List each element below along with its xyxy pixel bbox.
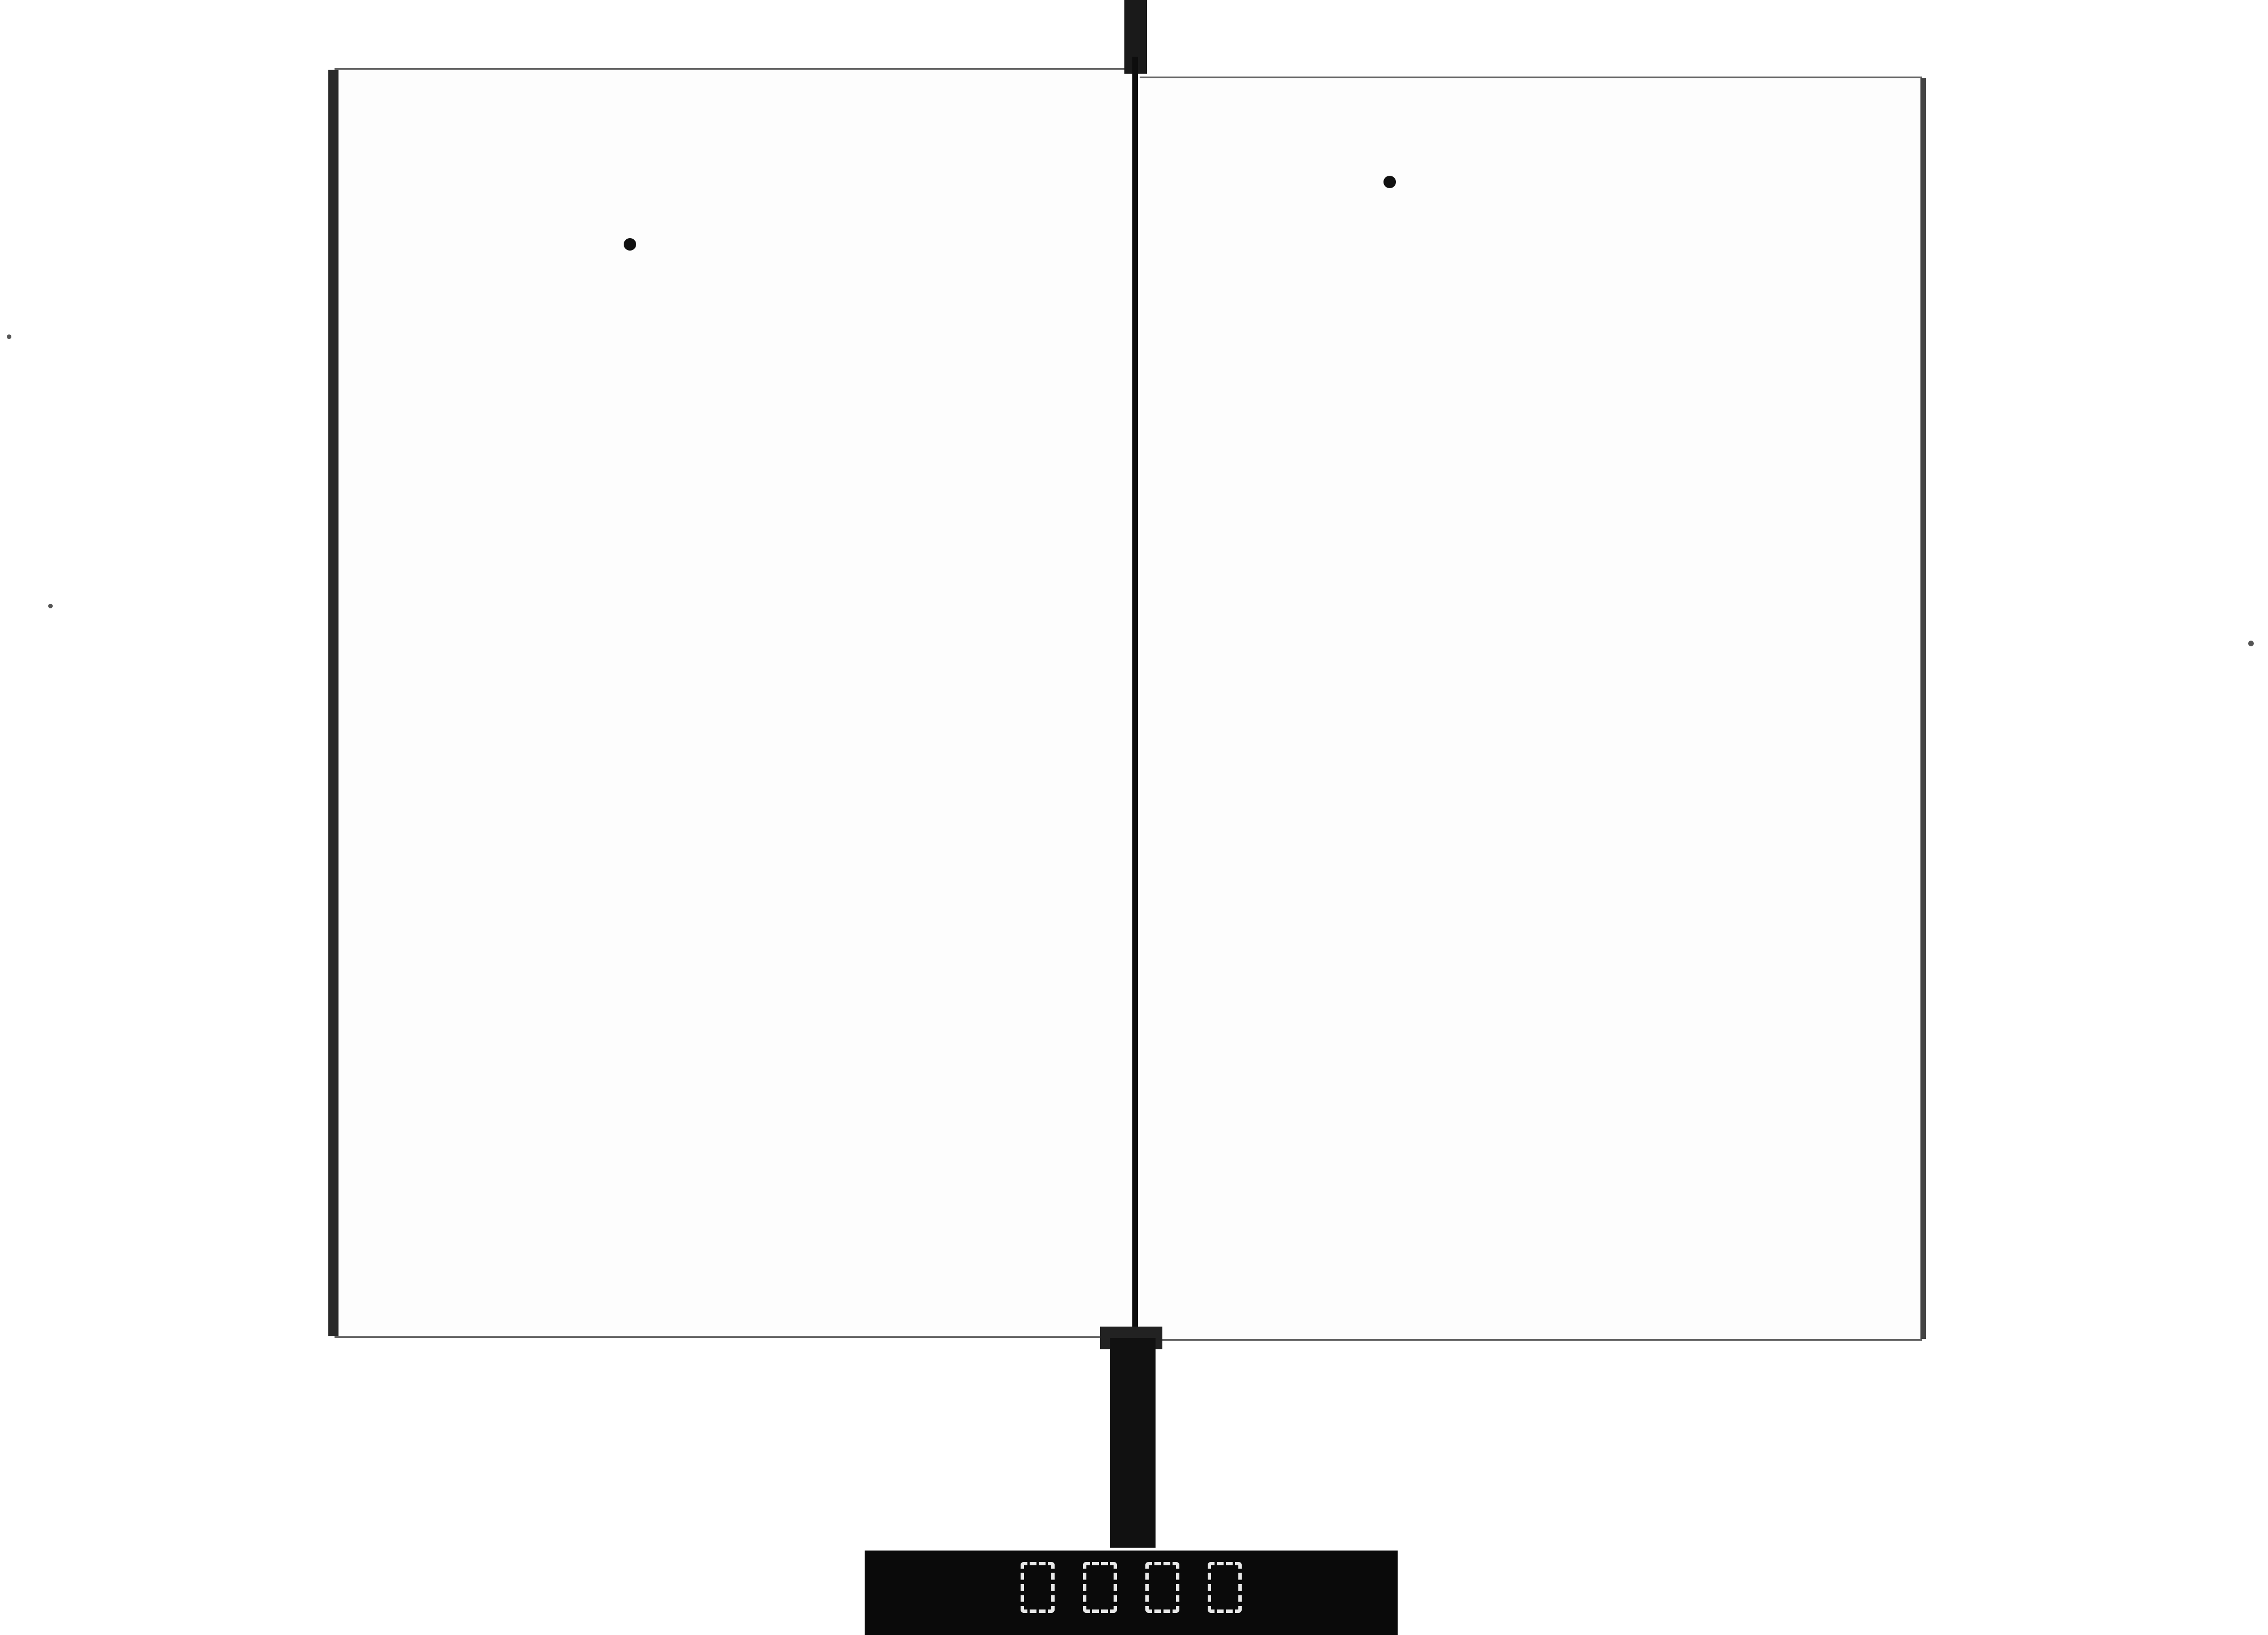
frame-counter-digit	[1083, 1562, 1117, 1613]
book-gutter	[1132, 57, 1138, 1361]
frame-counter-digit	[1021, 1562, 1055, 1613]
scan-speck	[48, 604, 53, 608]
left-page-edge	[328, 70, 338, 1336]
ink-dot	[1383, 176, 1396, 188]
frame-counter-digits	[865, 1562, 1398, 1613]
right-page	[1140, 77, 1922, 1341]
scan-speck	[2248, 641, 2254, 646]
scan-speck	[7, 334, 11, 339]
frame-counter-digit	[1145, 1562, 1179, 1613]
frame-counter-plate	[865, 1551, 1398, 1635]
right-page-edge	[1920, 78, 1926, 1339]
frame-counter-digit	[1208, 1562, 1242, 1613]
left-page	[335, 68, 1133, 1338]
binding-clamp	[1110, 1338, 1156, 1548]
ink-dot	[624, 238, 636, 251]
